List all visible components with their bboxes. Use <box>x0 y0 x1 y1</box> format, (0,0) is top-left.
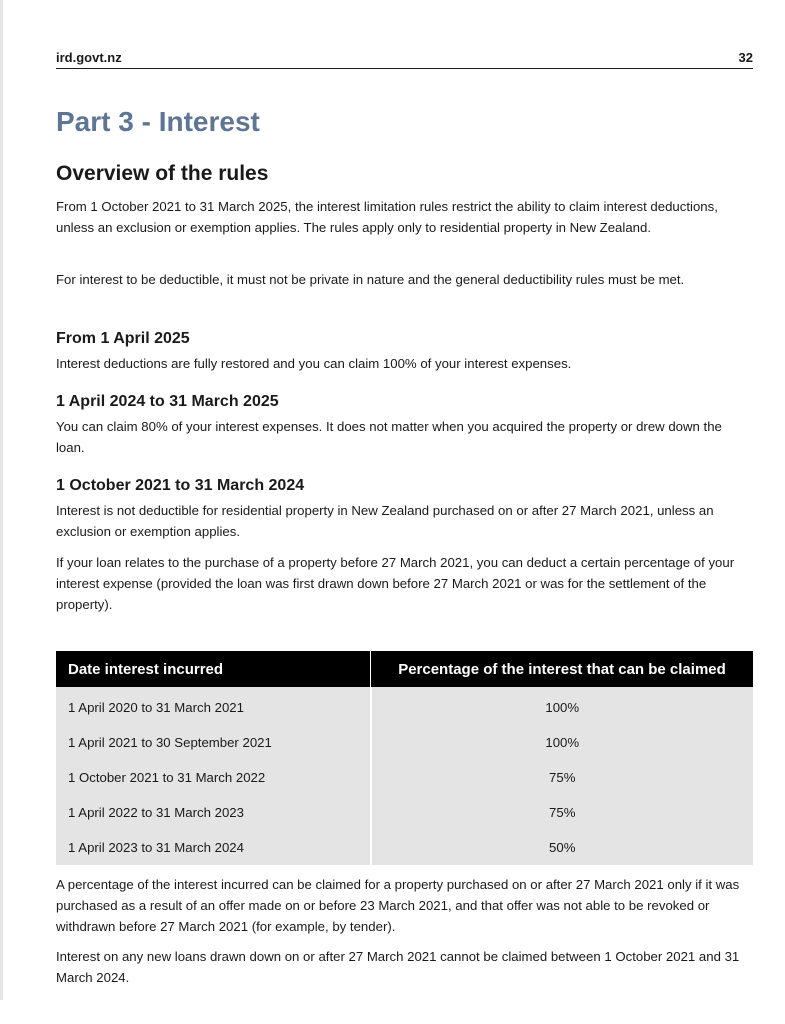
subsection-paragraph-2024-2025: You can claim 80% of your interest expenses. It does not matter when you acquired the property or drew down the loan. <box>56 419 722 455</box>
table-cell-date: 1 April 2021 to 30 September 2021 <box>56 725 371 760</box>
table-row <box>56 830 753 865</box>
table-row <box>56 795 753 830</box>
site-name: ird.govt.nz <box>56 50 122 65</box>
interest-percentage-table <box>56 651 753 865</box>
table-cell-percentage: 100% <box>371 687 754 725</box>
page-number: 32 <box>738 50 753 65</box>
table-cell-date: 1 April 2022 to 31 March 2023 <box>56 795 371 830</box>
table-row <box>56 687 753 725</box>
table-header-row <box>56 651 753 687</box>
page-header <box>56 48 753 69</box>
table-cell-percentage: 100% <box>371 725 754 760</box>
table-header-percentage: Percentage of the interest that can be claimed <box>371 651 754 687</box>
closing-paragraph-1: A percentage of the interest incurred can be claimed for a property purchased on or after 27 March 2021 only if it was purchased as a result of an offer made on or before 23 March 2021, and that offer was not able to be revoked or withdrawn before 27 March 2021 (for example, by tender). <box>56 877 740 934</box>
table-cell-date: 1 April 2020 to 31 March 2021 <box>56 687 371 725</box>
intro-paragraph-2: For interest to be deductible, it must not be private in nature and the general deductibility rules must be met. <box>56 272 685 287</box>
subsection-paragraph-2025: Interest deductions are fully restored and you can claim 100% of your interest expenses. <box>56 356 572 371</box>
intro-paragraph-1: From 1 October 2021 to 31 March 2025, the interest limitation rules restrict the ability to claim interest deductions, unless an exclusion or exemption applies. The rules apply only to residential property in New Zealand. <box>56 199 718 235</box>
subsection-paragraph-2021-2024-a: Interest is not deductible for residential property in New Zealand purchased on or after 27 March 2021, unless an exclusion or exemption applies. <box>56 503 714 539</box>
closing-paragraph-2: Interest on any new loans drawn down on or after 27 March 2021 cannot be claimed between 1 October 2021 and 31 March 2024. <box>56 949 740 985</box>
subsection-title-2021-2024: 1 October 2021 to 31 March 2024 <box>56 477 305 494</box>
subsection-title-2024-2025: 1 April 2024 to 31 March 2025 <box>56 393 279 410</box>
table-cell-percentage: 75% <box>371 760 754 795</box>
table-cell-date: 1 April 2023 to 31 March 2024 <box>56 830 371 865</box>
subsection-paragraph-2021-2024-b: If your loan relates to the purchase of a property before 27 March 2021, you can deduct a certain percentage of your interest expense (provided the loan was first drawn down before 27 March 2021 or was for the settlement of the property). <box>56 555 735 612</box>
table-cell-percentage: 50% <box>371 830 754 865</box>
table-row <box>56 725 753 760</box>
table-cell-date: 1 October 2021 to 31 March 2022 <box>56 760 371 795</box>
table-row <box>56 760 753 795</box>
table-cell-percentage: 75% <box>371 795 754 830</box>
part-title: Part 3 - Interest <box>56 106 260 137</box>
page-edge <box>0 0 3 1000</box>
section-title: Overview of the rules <box>56 162 269 185</box>
subsection-title-2025: From 1 April 2025 <box>56 330 190 347</box>
table-header-date: Date interest incurred <box>56 651 371 687</box>
